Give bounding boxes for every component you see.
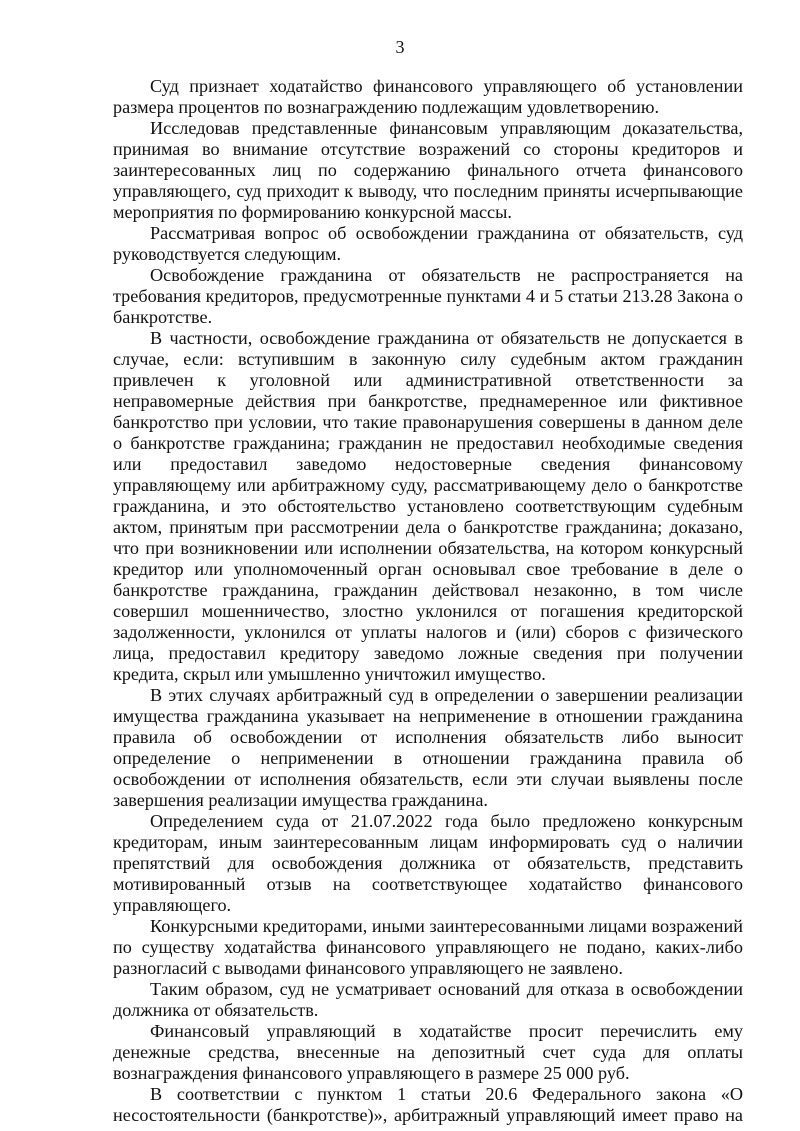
paragraph: Суд признает ходатайство финансового управляющего об установлении размера процентов по вознаграждению подлежащим удовлетворению.	[113, 76, 743, 117]
page-number: 3	[395, 37, 405, 57]
paragraph: Освобождение гражданина от обязательств не распространяется на требования кредиторов, предусмотренные пунктами 4 и 5 статьи 213.28 Закона о банкротстве.	[113, 265, 743, 327]
paragraph: В соответствии с пунктом 1 статьи 20.6 Федерального закона «О несостоятельности (банкротстве)», арбитражный управляющий имеет право на	[113, 1084, 743, 1125]
paragraph: Определением суда от 21.07.2022 года было предложено конкурсным кредиторам, иным заинтересованным лицам информировать суд о наличии препятствий для освобождения должника от обязательств, представить мотивированный отзыв на соответствующее ходатайство финансового управляющего.	[113, 811, 743, 915]
paragraph: Рассматривая вопрос об освобождении гражданина от обязательств, суд руководствуется следующим.	[113, 223, 743, 264]
paragraph: В этих случаях арбитражный суд в определении о завершении реализации имущества гражданина указывает на неприменение в отношении гражданина правила об освобождении от исполнения обязательств либо выносит определение о неприменении в отношении гражданина правила об освобождении от исполнения обязательств, если эти случаи выявлены после завершения реализации имущества гражданина.	[113, 685, 743, 810]
paragraph: Финансовый управляющий в ходатайстве просит перечислить ему денежные средства, внесенные на депозитный счет суда для оплаты вознаграждения финансового управляющего в размере 25 000 руб.	[113, 1021, 743, 1083]
paragraph: Таким образом, суд не усматривает оснований для отказа в освобождении должника от обязательств.	[113, 979, 743, 1020]
paragraph: Конкурсными кредиторами, иными заинтересованными лицами возражений по существу ходатайства финансового управляющего не подано, каких-либо разногласий с выводами финансового управляющего не заявлено.	[113, 916, 743, 978]
paragraph: В частности, освобождение гражданина от обязательств не допускается в случае, если: вступившим в законную силу судебным актом гражданин привлечен к уголовной или административной ответственности за неправомерные действия при банкротстве, преднамеренное или фиктивное банкротство при условии, что такие правонарушения совершены в данном деле о банкротстве гражданина; гражданин не предоставил необходимые сведения или предоставил заведомо недостоверные сведения финансовому управляющему или арбитражному суду, рассматривающему дело о банкротстве гражданина, и это обстоятельство установлено соответствующим судебным актом, принятым при рассмотрении дела о банкротстве гражданина; доказано, что при возникновении или исполнении обязательства, на котором конкурсный кредитор или уполномоченный орган основывал свое требование в деле о банкротстве гражданина, гражданин действовал незаконно, в том числе совершил мошенничество, злостно уклонился от погашения кредиторской задолженности, уклонился от уплаты налогов и (или) сборов с физического лица, предоставил кредитору заведомо ложные сведения при получении кредита, скрыл или умышленно уничтожил имущество.	[113, 328, 743, 684]
document-body	[113, 76, 743, 1126]
paragraph: Исследовав представленные финансовым управляющим доказательства, принимая во внимание отсутствие возражений со стороны кредиторов и заинтересованных лиц по содержанию финального отчета финансового управляющего, суд приходит к выводу, что последним приняты исчерпывающие мероприятия по формированию конкурсной массы.	[113, 118, 743, 222]
